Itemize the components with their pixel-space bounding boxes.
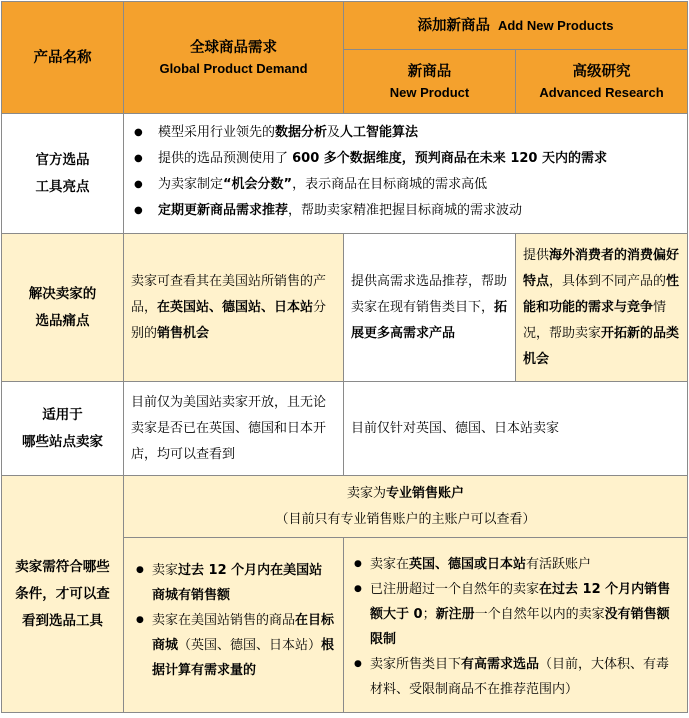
sites-label-line1: 适用于 <box>42 406 83 423</box>
highlights-content <box>123 113 688 234</box>
conditions-label-text: 卖家需符合哪些条件，才可以查看到选品工具 <box>15 558 110 629</box>
header-product-name <box>1 1 124 114</box>
header-new-product-en: New Product <box>389 84 470 100</box>
highlight-item: ● 定期更新商品需求推荐，帮助卖家精准把握目标商城的需求波动 <box>124 198 687 224</box>
sites-label-line2: 哪些站点卖家 <box>22 433 103 450</box>
header-product-name-text: 产品名称 <box>33 49 92 66</box>
sites-global-text: 目前仅为美国站卖家开放，且无论卖家是否已在英国、德国和日本开店，均可以查看到 <box>131 394 327 462</box>
header-add-new-cn: 添加新商品 <box>417 17 490 34</box>
pain-label-line1: 解决卖家的 <box>28 285 97 302</box>
highlight-item: ● 提供的选品预测使用了 600 多个数据维度，预判商品在未来 120 天内的需求 <box>124 146 687 172</box>
conditions-add-list <box>354 552 677 702</box>
header-global-demand <box>123 1 344 114</box>
header-add-new-en: Add New Products <box>497 17 614 33</box>
conditions-global-demand <box>123 537 344 713</box>
row-label-pain-points <box>1 233 124 382</box>
condition-item: ● 卖家在美国站销售的商品在目标商城（英国、德国、日本站）根据计算有需求量的 <box>136 608 335 683</box>
sites-global-demand <box>123 381 344 476</box>
pain-advanced-research <box>515 233 688 382</box>
conditions-add-new <box>343 537 688 713</box>
sites-add-new <box>343 381 688 476</box>
conditions-common-line1: 卖家为专业销售账户 <box>346 485 465 501</box>
header-advanced-research <box>515 49 688 114</box>
condition-item: ● 已注册超过一个自然年的卖家在过去 12 个月内销售额大于 0；新注册一个自然年以内的卖家没有销售额限制 <box>354 577 677 652</box>
highlight-item: ● 为卖家制定“机会分数”，表示商品在目标商城的需求高低 <box>124 172 687 198</box>
row-label-conditions <box>1 475 124 713</box>
pain-new-product <box>343 233 516 382</box>
row-label-sites <box>1 381 124 476</box>
highlights-label-line2: 工具亮点 <box>35 178 90 195</box>
pain-new-text: 提供高需求选品推荐，帮助卖家在现有销售类目下，拓展更多高需求产品 <box>351 273 508 341</box>
highlights-list <box>124 120 687 224</box>
conditions-common-note: （目前只有专业销售账户的主账户可以查看） <box>275 511 536 527</box>
conditions-global-list <box>136 558 335 683</box>
condition-item: ● 卖家在英国、德国或日本站有活跃账户 <box>354 552 677 577</box>
header-add-new-products <box>343 1 688 50</box>
header-global-demand-en: Global Product Demand <box>159 60 308 76</box>
sites-add-text: 目前仅针对英国、德国、日本站卖家 <box>351 420 560 436</box>
header-global-demand-cn: 全球商品需求 <box>190 39 277 56</box>
condition-item: ● 卖家所售类目下有高需求选品（目前，大体积、有毒材料、受限制商品不在推荐范围内） <box>354 652 677 702</box>
conditions-common <box>123 475 688 538</box>
header-new-product <box>343 49 516 114</box>
highlight-item: ● 模型采用行业领先的数据分析及人工智能算法 <box>124 120 687 146</box>
header-new-product-cn: 新商品 <box>407 63 452 80</box>
header-advanced-research-cn: 高级研究 <box>572 63 631 80</box>
pain-adv-text: 提供海外消费者的消费偏好特点，具体到不同产品的性能和功能的需求与竞争情况，帮助卖家开拓新的品类机会 <box>523 247 680 367</box>
row-label-highlights <box>1 113 124 234</box>
header-advanced-research-en: Advanced Research <box>539 84 664 100</box>
pain-global-text: 卖家可查看其在美国站所销售的产品，在英国站、德国站、日本站分别的销售机会 <box>131 273 327 341</box>
highlights-label-line1: 官方选品 <box>35 151 90 168</box>
pain-label-line2: 选品痛点 <box>35 312 90 329</box>
pain-global-demand <box>123 233 344 382</box>
condition-item: ● 卖家过去 12 个月内在美国站商城有销售额 <box>136 558 335 608</box>
